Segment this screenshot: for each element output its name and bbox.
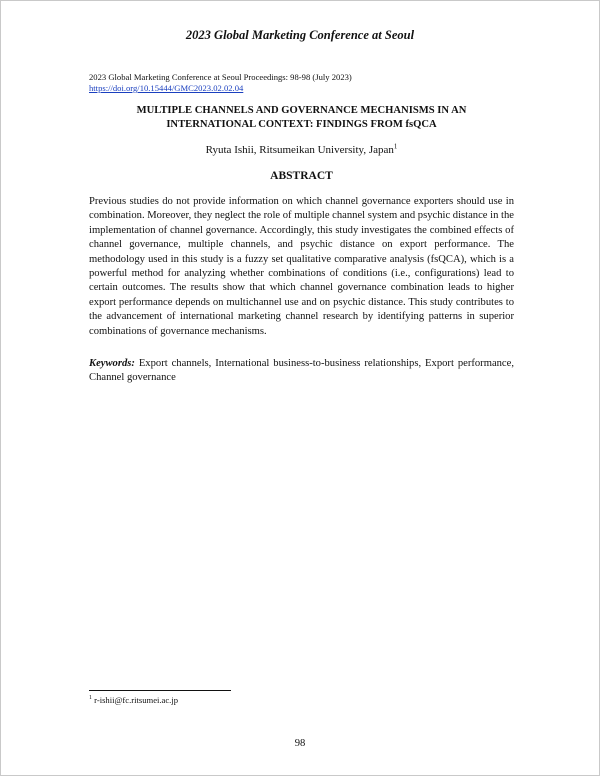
proceedings-citation: 2023 Global Marketing Conference at Seoul Proceedings: 98-98 (July 2023) [89,72,352,82]
author-name: Ryuta Ishii, Ritsumeikan University, Japan [205,144,394,156]
footnote-mark: 1 [89,695,92,702]
footnote-email: r-ishii@fc.ritsumei.ac.jp [92,695,179,705]
paper-title-line-2: INTERNATIONAL CONTEXT: FINDINGS FROM fsQCA [166,118,437,130]
abstract-heading: ABSTRACT [270,170,333,182]
paper-title [89,104,514,131]
abstract-body: Previous studies do not provide information on which channel governance exporters should use in combination. Moreover, they neglect the role of multiple channel system and psychic distance in the implementation of channel governance. Accordingly, this study investigates the combined effects of channel governance, multiple channels, and psychic distance on export performance. The methodology used in this study is a fuzzy set qualitative comparative analysis (fsQCA), which is a powerful method for analyzing whether combinations of conditions (i.e., configurations) lead to certain outcomes. The results show that which channel governance combination leads to higher export performance depends on multichannel use and on psychic distance. This study contributes to the advancement of international marketing channel research by identifying patterns in superior combinations of governance mechanisms. [89,196,514,337]
proceedings-info [89,72,352,94]
keywords-paragraph [89,357,514,386]
author-line [89,144,514,156]
footnote-divider [89,690,231,691]
paper-title-line-1: MULTIPLE CHANNELS AND GOVERNANCE MECHANISMS IN AN [136,105,467,116]
doi-link[interactable]: https://doi.org/10.15444/GMC2023.02.02.04 [89,83,244,93]
page-number: 98 [294,738,306,749]
conference-header: 2023 Global Marketing Conference at Seoul [185,28,415,42]
keywords-text: Export channels, International business-to-business relationships, Export performance, Channel governance [89,358,514,384]
author-footnote-mark: 1 [393,142,398,151]
footnote [89,695,178,705]
keywords-label: Keywords: [89,358,135,369]
